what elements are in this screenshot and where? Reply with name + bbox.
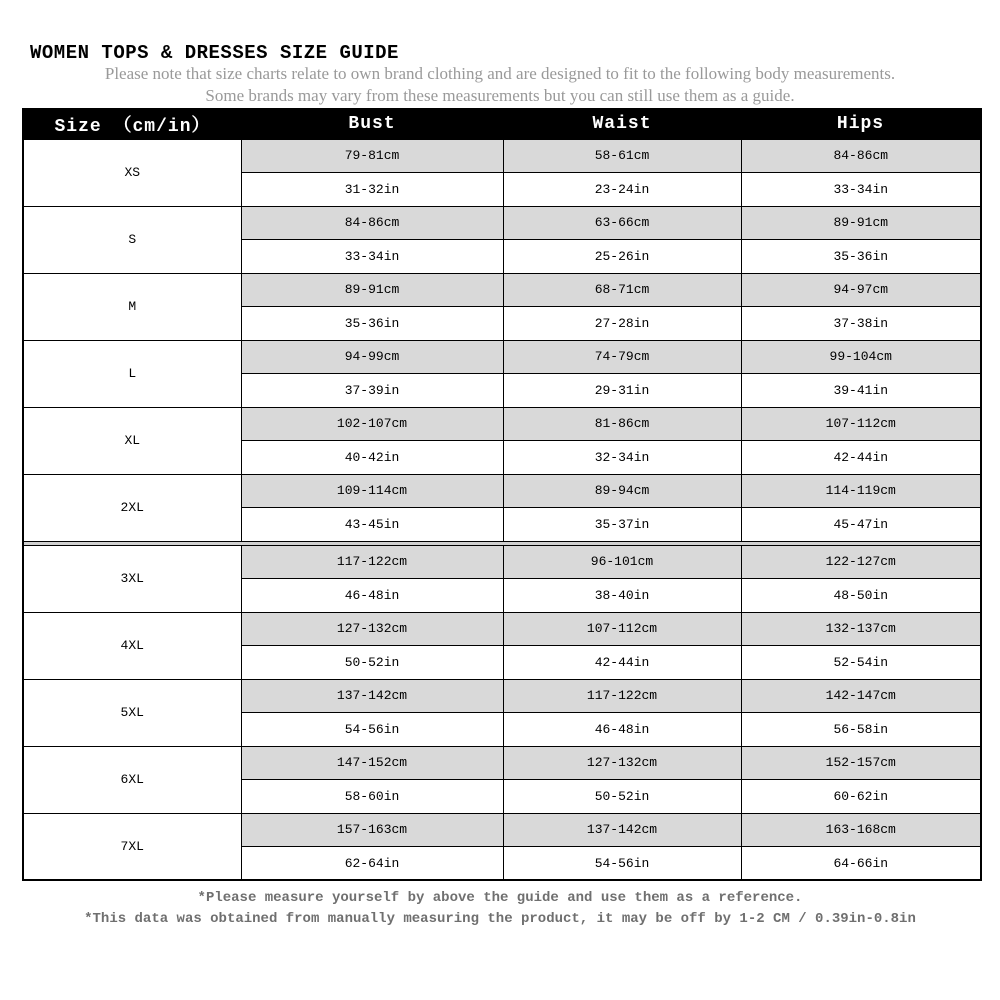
waist-in-cell: 38-40in (503, 579, 741, 613)
column-header-hips: Hips (741, 109, 981, 139)
hips-cm-cell: 107-112cm (741, 407, 981, 441)
table-row-cm (23, 679, 981, 713)
bust-in-cell: 58-60in (241, 780, 503, 814)
size-cell-5xl: 5XL (23, 679, 241, 746)
size-cell-s: S (23, 206, 241, 273)
bust-in-cell: 62-64in (241, 847, 503, 881)
table-row-cm (23, 407, 981, 441)
waist-in-cell: 25-26in (503, 240, 741, 274)
bust-in-cell: 31-32in (241, 173, 503, 207)
size-cell-4xl: 4XL (23, 612, 241, 679)
waist-in-cell: 27-28in (503, 307, 741, 341)
bust-cm-cell: 79-81cm (241, 139, 503, 173)
size-cell-xl: XL (23, 407, 241, 474)
hips-in-cell: 45-47in (741, 508, 981, 542)
subtitle-line-2: Some brands may vary from these measurements but you can still use them as a guide. (205, 86, 795, 105)
bust-cm-cell: 157-163cm (241, 813, 503, 847)
waist-in-cell: 29-31in (503, 374, 741, 408)
hips-in-cell: 48-50in (741, 579, 981, 613)
waist-cm-cell: 89-94cm (503, 474, 741, 508)
waist-in-cell: 32-34in (503, 441, 741, 475)
table-row-cm (23, 206, 981, 240)
table-row-cm (23, 813, 981, 847)
table-row-cm (23, 340, 981, 374)
subtitle-line-1: Please note that size charts relate to own brand clothing and are designed to fit to the following body measurements. (104, 64, 896, 83)
bust-in-cell: 33-34in (241, 240, 503, 274)
table-row-cm (23, 474, 981, 508)
table-row-cm (23, 612, 981, 646)
note-line-2: *This data was obtained from manually measuring the product, it may be off by 1-2 CM / 0.39in-0.8in (84, 911, 916, 927)
bust-in-cell: 40-42in (241, 441, 503, 475)
size-cell-6xl: 6XL (23, 746, 241, 813)
table-row-cm (23, 273, 981, 307)
bust-cm-cell: 102-107cm (241, 407, 503, 441)
hips-cm-cell: 89-91cm (741, 206, 981, 240)
waist-cm-cell: 137-142cm (503, 813, 741, 847)
hips-cm-cell: 94-97cm (741, 273, 981, 307)
waist-cm-cell: 63-66cm (503, 206, 741, 240)
table-header-row (23, 109, 981, 139)
bust-in-cell: 50-52in (241, 646, 503, 680)
waist-cm-cell: 81-86cm (503, 407, 741, 441)
size-cell-xs: XS (23, 139, 241, 206)
size-cell-l: L (23, 340, 241, 407)
waist-in-cell: 42-44in (503, 646, 741, 680)
bust-in-cell: 35-36in (241, 307, 503, 341)
waist-cm-cell: 74-79cm (503, 340, 741, 374)
size-guide-table (22, 108, 982, 881)
size-cell-3xl: 3XL (23, 545, 241, 612)
hips-cm-cell: 114-119cm (741, 474, 981, 508)
waist-in-cell: 50-52in (503, 780, 741, 814)
hips-in-cell: 33-34in (741, 173, 981, 207)
table-row-cm (23, 139, 981, 173)
bust-cm-cell: 94-99cm (241, 340, 503, 374)
hips-cm-cell: 142-147cm (741, 679, 981, 713)
bust-cm-cell: 109-114cm (241, 474, 503, 508)
hips-in-cell: 64-66in (741, 847, 981, 881)
page-title: WOMEN TOPS & DRESSES SIZE GUIDE (30, 42, 399, 64)
waist-cm-cell: 107-112cm (503, 612, 741, 646)
hips-in-cell: 37-38in (741, 307, 981, 341)
hips-in-cell: 52-54in (741, 646, 981, 680)
hips-cm-cell: 163-168cm (741, 813, 981, 847)
waist-cm-cell: 68-71cm (503, 273, 741, 307)
note-line-1: *Please measure yourself by above the guide and use them as a reference. (197, 890, 803, 906)
column-header-size: Size （cm/in） (23, 109, 241, 139)
hips-in-cell: 35-36in (741, 240, 981, 274)
size-cell-7xl: 7XL (23, 813, 241, 880)
bust-cm-cell: 127-132cm (241, 612, 503, 646)
bust-cm-cell: 137-142cm (241, 679, 503, 713)
bust-in-cell: 54-56in (241, 713, 503, 747)
bust-cm-cell: 117-122cm (241, 545, 503, 579)
hips-in-cell: 39-41in (741, 374, 981, 408)
waist-cm-cell: 117-122cm (503, 679, 741, 713)
size-cell-2xl: 2XL (23, 474, 241, 541)
size-cell-m: M (23, 273, 241, 340)
hips-cm-cell: 122-127cm (741, 545, 981, 579)
waist-cm-cell: 58-61cm (503, 139, 741, 173)
column-header-waist: Waist (503, 109, 741, 139)
hips-cm-cell: 132-137cm (741, 612, 981, 646)
waist-in-cell: 46-48in (503, 713, 741, 747)
bust-cm-cell: 147-152cm (241, 746, 503, 780)
hips-cm-cell: 84-86cm (741, 139, 981, 173)
table-row-cm (23, 545, 981, 579)
hips-in-cell: 60-62in (741, 780, 981, 814)
column-header-bust: Bust (241, 109, 503, 139)
waist-in-cell: 54-56in (503, 847, 741, 881)
hips-cm-cell: 152-157cm (741, 746, 981, 780)
hips-in-cell: 56-58in (741, 713, 981, 747)
hips-in-cell: 42-44in (741, 441, 981, 475)
size-table-body (23, 139, 981, 880)
table-row-cm (23, 746, 981, 780)
waist-cm-cell: 127-132cm (503, 746, 741, 780)
waist-in-cell: 23-24in (503, 173, 741, 207)
waist-cm-cell: 96-101cm (503, 545, 741, 579)
bust-in-cell: 43-45in (241, 508, 503, 542)
bust-cm-cell: 89-91cm (241, 273, 503, 307)
bust-cm-cell: 84-86cm (241, 206, 503, 240)
bust-in-cell: 37-39in (241, 374, 503, 408)
waist-in-cell: 35-37in (503, 508, 741, 542)
bust-in-cell: 46-48in (241, 579, 503, 613)
hips-cm-cell: 99-104cm (741, 340, 981, 374)
